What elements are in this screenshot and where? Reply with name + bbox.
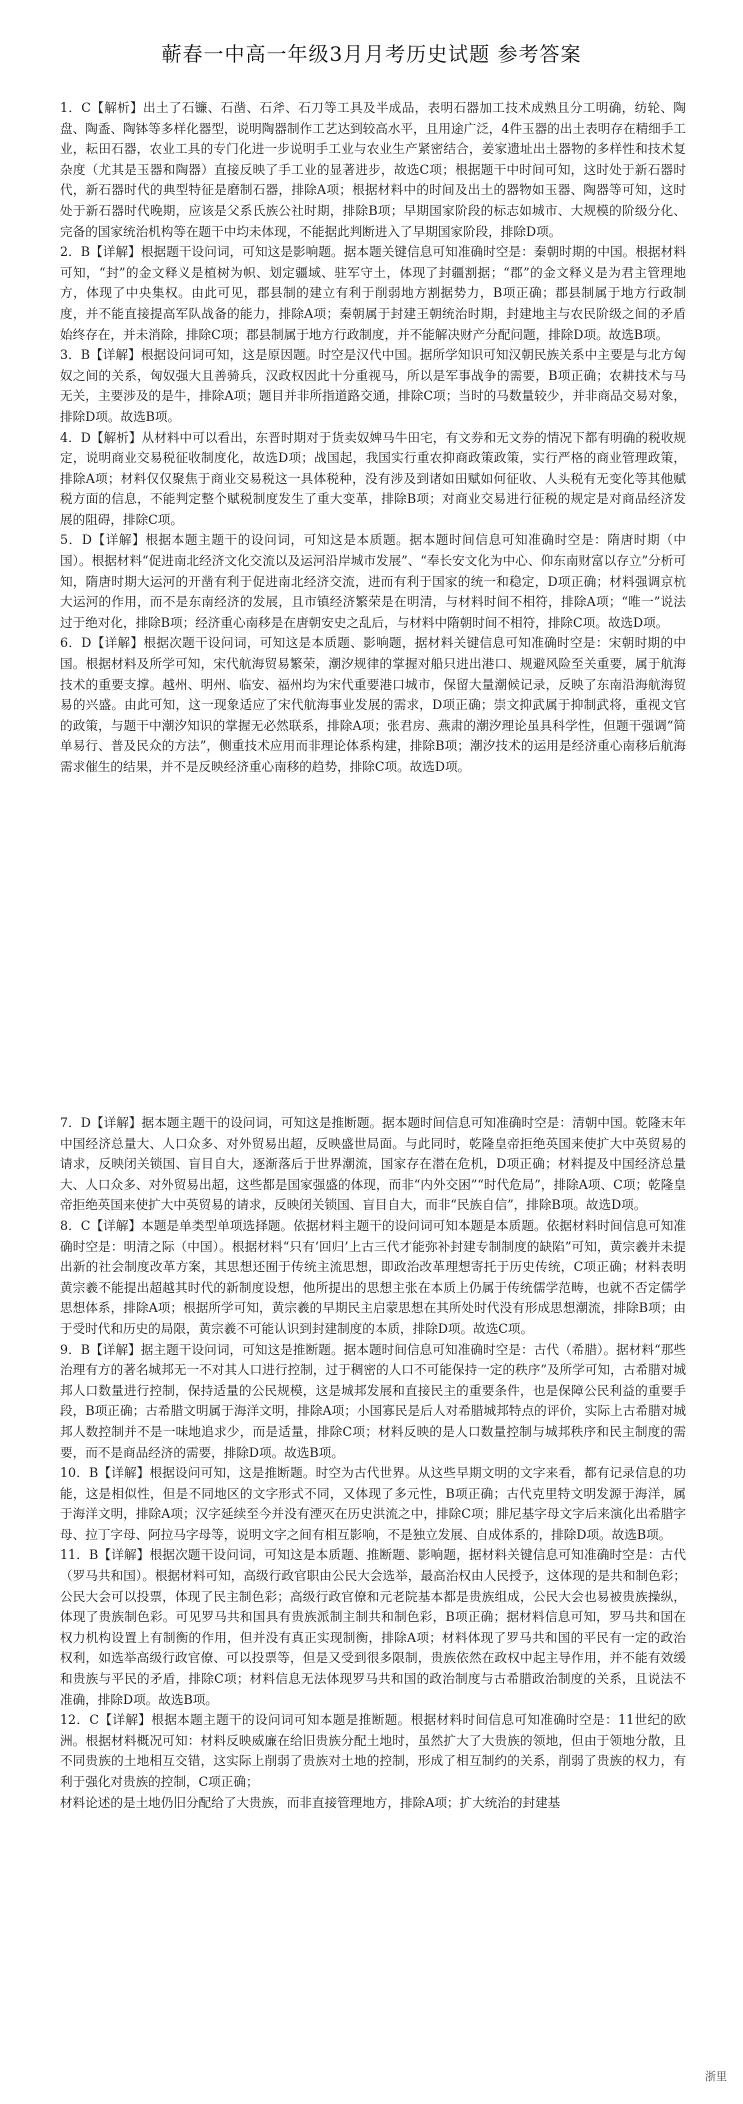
answer-paragraph: 4．D【解析】从材料中可以看出，东晋时期对于货卖奴婢马牛田宅，有文券和无文券的情况下都有明确的税收规定，说明商业交易税征收制度化，故选D项；战国起，我国实行重农抑商政策政策，实行严格的商业管理政策，排除A项；材料仅仅聚焦于商业交易税这一具体税种，没有涉及到诸如田赋如何征收、人头税有无变化等其他赋税方面的信息，不能判定整个赋税制度发生了重大变革，排除B项；对商业交易进行征税的规定是对商品经济发展的阻碍，排除C项。 (60, 429, 686, 527)
watermark-label: 浙里 (705, 2070, 727, 2083)
answer-paragraph: 1．C【解析】出土了石镰、石凿、石斧、石刀等工具及半成品，表明石器加工技术成熟且分工明确，纺轮、陶盘、陶盉、陶钵等多样化器型，说明陶器制作工艺达到较高水平，且用途广泛，4件玉器的出土表明存在精细手工业，耘田石器，农业工具的专门化进一步说明手工业与农业生产紧密结合，姜家遗址出土器物的多样性和技术复杂度（尤其是玉器和陶器）直接反映了手工业的显著进步，故选C项；根据题干中时间可知，这时处于新石器时代，新石器时代的典型特征是磨制石器，排除A项；根据材料中的时间及出土的器物如玉器、陶器等可知，这时处于新石器时代晚期，应该是父系氏族公社时期，排除B项；早期国家阶段的标志如城市、大规模的阶级分化、完备的国家统治机构等在题干中均未体现，不能据此判断进入了早期国家阶段，排除D项。 (60, 100, 686, 239)
answer-paragraph: 11．B【详解】根据次题干设问词，可知这是本质题、推断题、影响题，据材料关键信息可知准确时空是：古代（罗马共和国）。根据材料可知，高级行政官职由公民大会选举，最高治权由人民授予，这体现的是共和制色彩；公民大会可以投票，体现了民主制色彩；高级行政官僚和元老院基本都是贵族组成，公民大会也易被贵族操纵，体现了贵族制色彩。可见罗马共和国具有贵族派制主制共和制色彩，B项正确；据材料信息可知，罗马共和国在权力机构设置上有制衡的作用，但并没有真正实现制衡，排除A项；材料体现了罗马共和国的平民有一定的政治权利，如选举高级行政官僚、可以投票等，但是又受到很多限制，贵族依然在政权中起主导作用，并不能有效缓和贵族与平民的矛盾，排除C项；材料信息无法体现罗马共和国的政治制度与古希腊政治制度的关系，且说法不准确，排除D项。故选B项。 (60, 1547, 686, 1707)
answer-block-bottom (60, 1113, 686, 1813)
answer-paragraph: 12．C【详解】根据本题主题干的设问词可知本题是推断题。根据材料时间信息可知准确时空是：11世纪的欧洲。根据材料概况可知：材料反映威廉在给旧贵族分配土地时，虽然扩大了大贵族的领地，但由于领地分散，且不同贵族的土地相互交错，这实际上削弱了贵族对土地的控制，形成了相互制约的关系，削弱了贵族的权力，有利于强化对贵族的控制，C项正确； (60, 1712, 686, 1789)
answer-paragraph: 7．D【详解】据本题主题干的设问词，可知这是推断题。据本题时间信息可知准确时空是：清朝中国。乾隆末年中国经济总量大、人口众多、对外贸易出超，反映盛世局面。与此同时，乾隆皇帝拒绝英国来使扩大中英贸易的请求，反映闭关锁国、盲目自大，逐渐落后于世界潮流，国家存在潜在危机，D项正确；材料提及中国经济总量大、人口众多、对外贸易出超，这些都是国家强盛的体现，而非“内外交困”“时代危局”，排除A项、C项；乾隆皇帝拒绝英国来使扩大中英贸易的请求，反映闭关锁国、盲目自大，而非“民族自信”，排除B项。故选D项。 (60, 1115, 686, 1213)
answer-paragraph: 5．D【详解】根据本题主题干的设问词，可知这是本质题。据本题时间信息可知准确时空是：隋唐时期（中国）。根据材料“促进南北经济文化交流以及运河沿岸城市发展”、“奉长安文化为中心、仰东南财富以存立”分析可知，隋唐时期大运河的开凿有利于促进南北经济交流，进而有利于国家的统一和稳定，D项正确；材料强调京杭大运河的作用，而不是东南经济的发展，且市镇经济繁荣是在明清，与材料时间不相符，排除A项；“唯一”说法过于绝对化，排除B项；经济重心南移是在唐朝安史之乱后，与材料中隋朝时间不相符，排除C项。故选D项。 (60, 532, 686, 630)
answer-paragraph: 2．B【详解】根据题干设问词，可知这是影响题。据本题关键信息可知准确时空是：秦朝时期的中国。根据材料可知，“封”的金文释义是植树为帜、划定疆域、驻军守土，体现了封疆割据；“郡”的金文释义是为君主管理地方，体现了中央集权。由此可见，郡县制的建立有利于削弱地方割据势力，B项正确；郡县制属于地方行政制度，并不能直接提高军队战备的能力，排除A项；秦朝属于封建王朝统治时期，封建地主与农民阶级之间的矛盾始终存在，并未消除，排除C项；郡县制属于地方行政制度，并不能解决财产分配问题，排除D项。故选B项。 (60, 244, 686, 342)
page-title: 蕲春一中高一年级3月月考历史试题 参考答案 (161, 42, 582, 66)
answer-paragraph: 6．D【详解】根据次题干设问词，可知这是本质题、影响题，据材料关键信息可知准确时空是：宋朝时期的中国。根据材料及所学可知，宋代航海贸易繁荣，潮汐规律的掌握对船只进出港口、规避风险至关重要，属于航海技术的重要支撑。越州、明州、临安、福州均为宋代重要港口城市，保留大量潮候记录，反映了东南沿海航海贸易的兴盛。由此可知，这一现象适应了宋代航海事业发展的需求，D项正确；崇文抑武属于抑制武将，重视文官的政策，与题干中潮汐知识的掌握无必然联系，排除A项；张君房、燕肃的潮汐理论虽具科学性，但题干强调“简单易行、普及民众的方法”，侧重技术应用而非理论体系构建，排除B项；潮汐技术的运用是经济重心南移后航海需求催生的结果，并不是反映经济重心南移的趋势，排除C项。故选D项。 (60, 635, 686, 774)
answer-paragraph: 3．B【详解】根据设问词可知，这是原因题。时空是汉代中国。据所学知识可知汉朝民族关系中主要是与北方匈奴之间的关系，匈奴强大且善骑兵，汉政权因此十分重视马，所以是军事战争的需要，B项正确；农耕技术与马无关，主要涉及的是牛，排除A项；题目并非所指道路交通，排除C项；当时的马数量较少，并非商品交易对象，排除D项。故选B项。 (60, 347, 686, 424)
answer-paragraph: 材料论述的是土地仍旧分配给了大贵族，而非直接管理地方，排除A项；扩大统治的封建基 (60, 1794, 561, 1810)
answer-block-top (60, 98, 686, 778)
answer-paragraph: 8．C【详解】本题是单类型单项选择题。依据材料主题干的设问词可知本题是本质题。依据材料时间信息可知准确时空是：明清之际（中国）。根据材料“只有‘回归’上古三代才能弥补封建专制制度的缺陷”可知，黄宗羲并未提出新的社会制度改革方案，其思想还囿于传统主流思想，即政治改革理想寄托于历史传统，C项正确；材料表明黄宗羲不能提出超越其时代的新制度设想，他所提出的思想主张在本质上仍属于传统儒学范畴，也就不否定儒学思想体系，排除A项；根据所学可知，黄宗羲的早期民主启蒙思想在其所处时代没有形成思想潮流，排除B项；由于受时代和历史的局限，黄宗羲不可能认识到封建制度的本质，排除D项。故选C项。 (60, 1217, 686, 1336)
answer-paragraph: 10．B【详解】根据设问可知，这是推断题。时空为古代世界。从这些早期文明的文字来看，都有记录信息的功能，这是相似性，但是不同地区的文字形式不同，又体现了多元性，B项正确；古代克里特文明发源于海洋，属于海洋文明，排除A项；汉字延续至今并没有湮灭在历史洪流之中，排除C项；腓尼基字母文字后来演化出希腊字母、拉丁字母、阿拉马字母等，说明文字之间有相互影响，不是独立发展、自成体系的，排除D项。故选B项。 (60, 1465, 686, 1542)
answer-paragraph: 9．B【详解】据主题干设问词，可知这是推断题。据本题时间信息可知准确时空是：古代（希腊）。据材料“那些治理有方的著名城邦无一不对其人口进行控制，过于稠密的人口不可能保持一定的秩序”及所学可知，古希腊对城邦人口数量进行控制，保持适量的公民规模，这是城邦发展和直接民主的重要条件，也是保障公民利益的重要手段，B项正确；古希腊文明属于海洋文明，排除A项；小国寡民是后人对希腊城邦特点的评价，实际上古希腊对城邦人数控制并不是一味地追求少，而是适量，排除C项；材料反映的是人口数量控制与城邦秩序和民主制度的需要，而不是商品经济的需要，排除D项。故选B项。 (60, 1341, 686, 1460)
